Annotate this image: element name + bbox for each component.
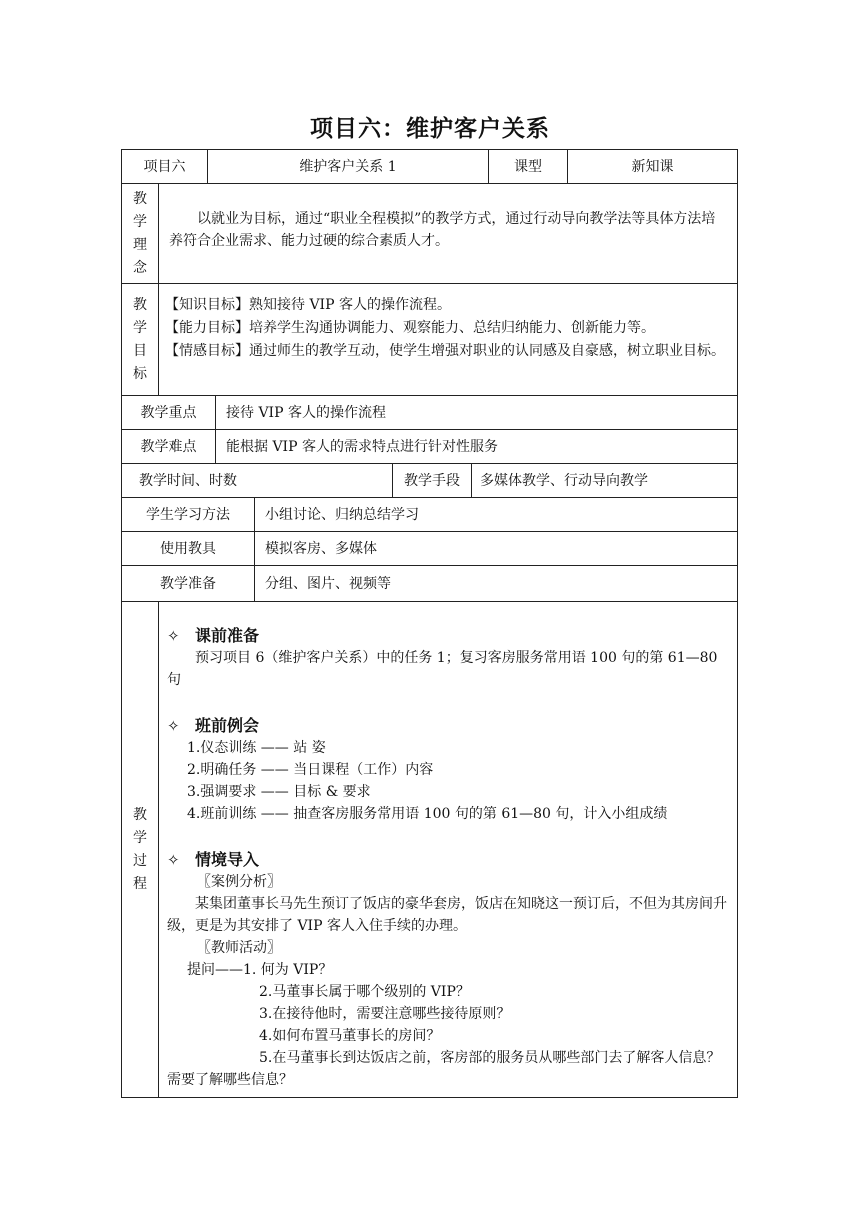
case-label: 〖案例分析〗 (197, 874, 281, 890)
project-label: 项目六 (143, 158, 186, 175)
philosophy-text: 以就业为目标，通过“职业全程模拟”的教学方式，通过行动导向教学法等具体方法培养符合企业需求、能力过硬的综合素质人才。 (169, 211, 716, 249)
means-value: 多媒体教学、行动导向教学 (480, 472, 648, 489)
question-1: 提问——1. 何为 VIP？ (187, 962, 333, 978)
lesson-plan-table (121, 149, 738, 1098)
meeting-title: 班前例会 (195, 716, 260, 735)
section-meeting (167, 715, 731, 737)
emotion-goal: 【情感目标】通过师生的教学互动，使学生增强对职业的认同感及自豪感，树立职业目标。 (165, 343, 725, 359)
question-3: 3.在接待他时，需要注意哪些接待原则？ (259, 1006, 511, 1022)
tools-value: 模拟客房、多媒体 (265, 540, 377, 557)
sparkle-icon: ✧ (167, 717, 180, 735)
lesson-type-value: 新知课 (631, 158, 674, 175)
means-label: 教学手段 (404, 472, 460, 489)
prep-label: 教学准备 (160, 575, 216, 592)
tools-label: 使用教具 (160, 540, 216, 557)
question-5: 5.在马董事长到达饭店之前，客房部的服务员从哪些部门去了解客人信息？需要了解哪些信息？ (167, 1050, 721, 1088)
key-point-value: 接待 VIP 客人的操作流程 (226, 404, 386, 421)
section-pre-class (167, 625, 731, 647)
objectives-label: 教 学 目 标 (133, 296, 147, 382)
case-text: 某集团董事长马先生预订了饭店的豪华套房，饭店在知晓这一预订后，不但为其房间升级，更是为其安排了 VIP 客人入住手续的办理。 (167, 896, 727, 934)
question-4: 4.如何布置马董事长的房间？ (259, 1028, 441, 1044)
sparkle-icon: ✧ (167, 851, 180, 869)
pre-class-title: 课前准备 (195, 626, 260, 645)
process-content (159, 625, 737, 1095)
process-label: 教 学 过 程 (133, 806, 147, 892)
time-value (255, 464, 392, 497)
time-label: 教学时间、时数 (139, 472, 237, 489)
question-2: 2.马董事长属于哪个级别的 VIP？ (259, 984, 470, 1000)
philosophy-label: 教 学 理 念 (133, 190, 147, 276)
sparkle-icon: ✧ (167, 627, 180, 645)
list-item: 3.强调要求 —— 目标 & 要求 (187, 784, 371, 800)
method-value: 小组讨论、归纳总结学习 (265, 506, 419, 523)
scenario-title: 情境导入 (195, 850, 260, 869)
list-item: 2.明确任务 —— 当日课程（工作）内容 (187, 762, 434, 778)
page-title: 项目六：维护客户关系 (310, 116, 550, 142)
pre-class-text: 预习项目 6（维护客户关系）中的任务 1；复习客房服务常用语 100 句的第 61—80 句 (167, 650, 718, 688)
section-scenario (167, 849, 731, 871)
objectives-list (159, 294, 737, 394)
list-item: 1.仪态训练 —— 站 姿 (187, 740, 326, 756)
lesson-type-label: 课型 (514, 158, 542, 175)
list-item: 4.班前训练 —— 抽查客房服务常用语 100 句的第 61—80 句，计入小组成绩 (187, 806, 668, 822)
teacher-label: 〖教师活动〗 (197, 940, 281, 956)
method-label: 学生学习方法 (146, 506, 230, 523)
ability-goal: 【能力目标】培养学生沟通协调能力、观察能力、总结归纳能力、创新能力等。 (165, 320, 655, 336)
prep-value: 分组、图片、视频等 (265, 575, 391, 592)
difficulty-value: 能根据 VIP 客人的需求特点进行针对性服务 (226, 438, 498, 455)
project-name: 维护客户关系 1 (299, 158, 397, 175)
knowledge-goal: 【知识目标】熟知接待 VIP 客人的操作流程。 (165, 297, 451, 313)
difficulty-label: 教学难点 (140, 438, 197, 455)
key-point-label: 教学重点 (140, 404, 197, 421)
